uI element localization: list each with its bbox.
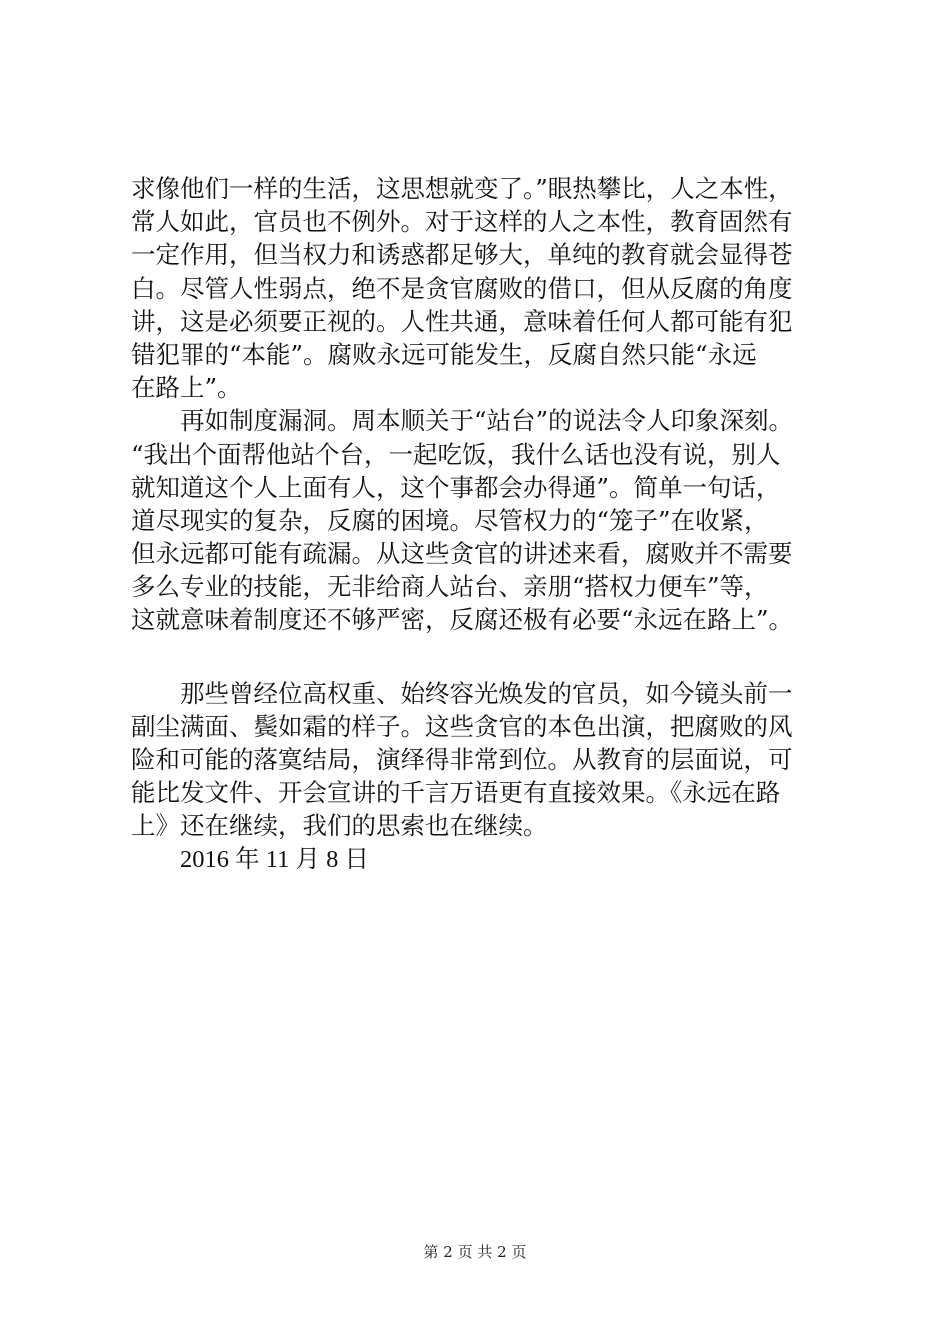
- document-date: 2016 年 11 月 8 日: [131, 845, 369, 873]
- page-number-footer: 第 2 页 共 2 页: [423, 1243, 527, 1261]
- text-line: 再如制度漏洞。周本顺关于“站台”的说法令人印象深刻。: [131, 406, 794, 436]
- text-line: 就知道这个人上面有人，这个事都会办得通”。简单一句话，: [131, 472, 781, 502]
- paragraph: [131, 172, 851, 404]
- text-line: 能比发文件、开会宣讲的千言万语更有直接效果。《永远在路: [131, 778, 781, 808]
- text-line: 险和可能的落寞结局，演绎得非常到位。从教育的层面说，可: [131, 745, 793, 774]
- text-line: 一定作用，但当权力和诱惑都足够大，单纯的教育就会显得苍: [131, 240, 793, 270]
- document-body: [131, 172, 851, 876]
- text-line: 道尽现实的复杂，反腐的困境。尽管权力的“笼子”在收紧，: [131, 505, 769, 535]
- text-line: 那些曾经位高权重、始终容光焕发的官员，如今镜头前一: [131, 678, 793, 708]
- text-line: 多么专业的技能，无非给商人站台、亲朋“搭权力便车”等，: [131, 572, 769, 602]
- text-line: 求像他们一样的生活，这思想就变了。”眼热攀比，人之本性，: [131, 174, 793, 203]
- text-line: 常人如此，官员也不例外。对于这样的人之本性，教育固然有: [131, 207, 793, 237]
- text-line: 上》还在继续，我们的思索也在继续。: [131, 811, 548, 841]
- paragraph: [131, 677, 851, 843]
- paragraph-spacer: [131, 637, 851, 677]
- text-line: 但永远都可能有疏漏。从这些贪官的讲述来看，腐败并不需要: [131, 539, 793, 569]
- text-line: 这就意味着制度还不够严密，反腐还极有必要“永远在路上”。: [131, 605, 794, 635]
- text-line: 讲，这是必须要正视的。人性共通，意味着任何人都可能有犯: [131, 306, 793, 336]
- text-line: 错犯罪的“本能”。腐败永远可能发生，反腐自然只能“永远: [131, 339, 757, 369]
- text-line: 副尘满面、鬓如霜的样子。这些贪官的本色出演，把腐败的风: [131, 711, 793, 741]
- paragraph: [131, 404, 851, 636]
- text-line: 在路上”。: [131, 373, 242, 403]
- text-line: “我出个面帮他站个台，一起吃饭，我什么话也没有说，别人: [131, 439, 781, 469]
- text-line: 白。尽管人性弱点，绝不是贪官腐败的借口，但从反腐的角度: [131, 273, 793, 303]
